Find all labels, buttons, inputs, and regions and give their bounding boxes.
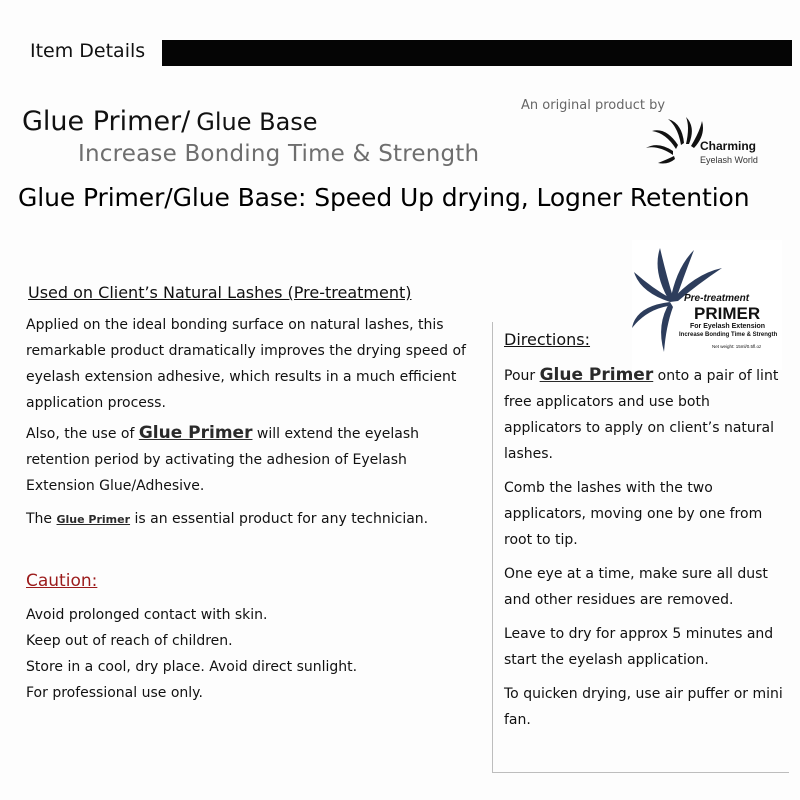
direction-step: To quicken drying, use air puffer or mini fan. — [504, 686, 783, 728]
step1-text-start: Pour — [504, 368, 540, 384]
direction-step: Comb the lashes with the two applicators, moving one by one from root to tip. — [504, 480, 763, 548]
usage-p2-text-end: will extend the eyelash retention period by activating the adhesion of Eyelash Extension Glue/Adhesive. — [26, 426, 420, 494]
title-part-2: Glue Base — [196, 108, 318, 136]
label-line-3: For Eyelash Extension — [690, 323, 766, 330]
direction-step: One eye at a time, make sure all dust and other residues are removed. — [504, 566, 768, 608]
label-line-5: Net weight: 15ml/0.5fl.oz — [712, 344, 762, 349]
step1-text-end: onto a pair of lint free applicators and use both applicators to apply on client’s natural lashes. — [504, 368, 779, 462]
product-name-inline-small: Glue Primer — [56, 513, 131, 526]
usage-section-title: Used on Client’s Natural Lashes (Pre-treatment) — [28, 283, 412, 302]
header-bar — [162, 40, 792, 66]
direction-step: Leave to dry for approx 5 minutes and start the eyelash application. — [504, 626, 774, 668]
caution-item: Store in a cool, dry place. Avoid direct sunlight. — [26, 659, 358, 675]
label-line-2: PRIMER — [694, 304, 761, 323]
caution-item: Keep out of reach of children. — [26, 633, 233, 649]
product-name-inline: Glue Primer — [539, 365, 654, 385]
usage-paragraph-2 — [26, 420, 466, 499]
brand-tagline: Eyelash World — [700, 155, 758, 165]
label-line-1: Pre-treatment — [684, 293, 750, 304]
product-subtitle: Increase Bonding Time & Strength — [78, 141, 480, 167]
item-details-label: Item Details — [30, 40, 146, 62]
brand-caption: An original product by — [521, 98, 666, 113]
usage-paragraph-3 — [26, 506, 486, 533]
caution-title: Caution: — [26, 571, 98, 591]
usage-paragraph-1: Applied on the ideal bonding surface on natural lashes, this remarkable product dramatically improves the drying speed of eyelash extension adhesive, which results in a much efficient application process. — [26, 317, 466, 411]
label-line-4: Increase Bonding Time & Strength — [679, 332, 778, 338]
direction-step — [504, 362, 784, 467]
headline: Glue Primer/Glue Base: Speed Up drying, Logner Retention — [18, 183, 750, 212]
directions-title: Directions: — [504, 330, 591, 349]
usage-p3-text-start: The — [26, 511, 57, 527]
product-title — [22, 106, 318, 137]
caution-item: Avoid prolonged contact with skin. — [26, 607, 268, 623]
caution-item: For professional use only. — [26, 685, 203, 701]
usage-p3-text-end: is an essential product for any technician. — [130, 511, 429, 527]
product-name-inline: Glue Primer — [138, 423, 253, 443]
caution-list — [26, 602, 486, 706]
directions-list — [504, 362, 784, 741]
title-part-1: Glue Primer/ — [22, 106, 191, 137]
brand-name: Charming — [700, 139, 757, 153]
usage-p2-text-start: Also, the use of — [26, 426, 139, 442]
